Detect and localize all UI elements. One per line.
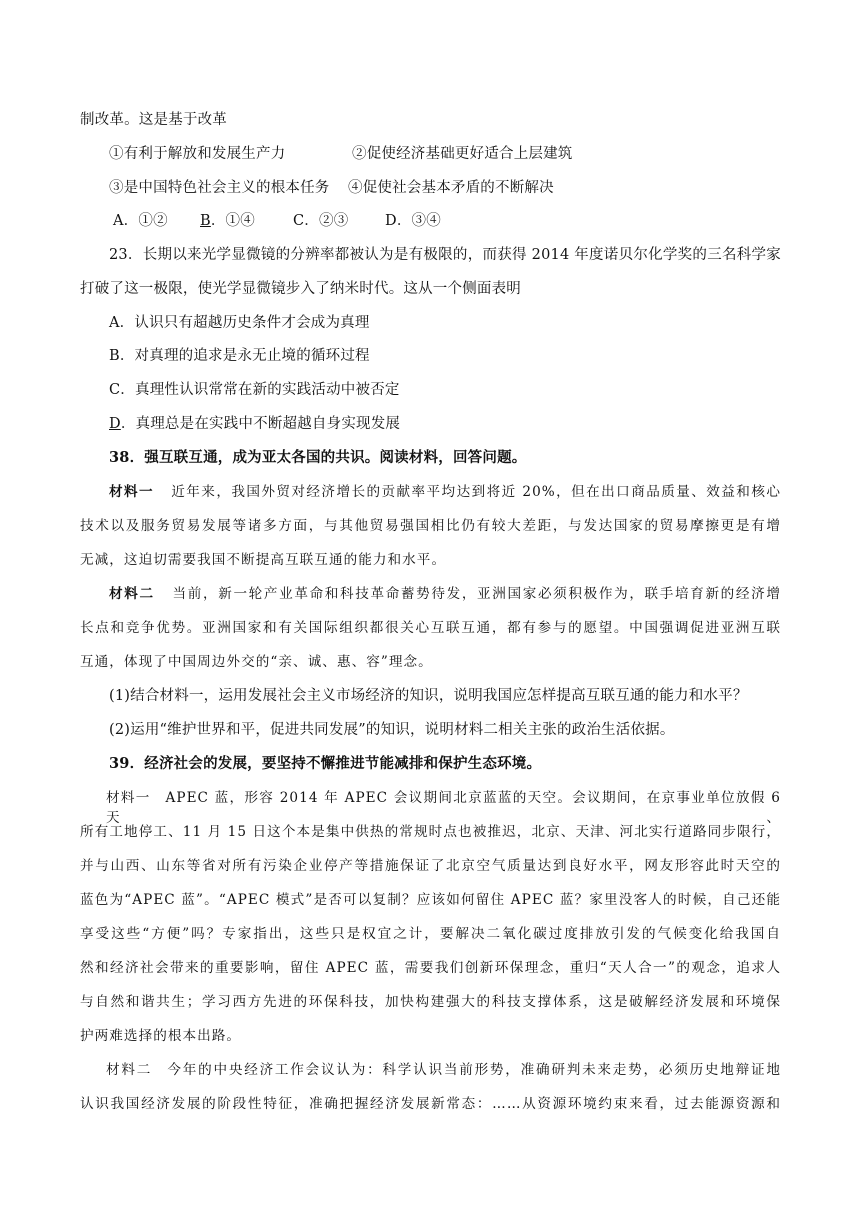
q38-title: 38．强互联互通，成为亚太各国的共识。阅读材料，回答问题。 — [109, 449, 527, 466]
q39-material-1-line-6: 然和经济社会带来的重要影响，留住 APEC 蓝，需要我们创新环保理念，重归“天人合一”的观念，追求人 — [80, 960, 781, 976]
q39-material-1-line-2: 所有工地停工、11 月 15 日这个本是集中供热的常规时点也被推迟，北京、天津、河北实行道路同步限行， — [80, 824, 781, 840]
q38-material-1-label: 材料一 — [109, 484, 155, 500]
q38-subquestion-1: (1)结合材料一，运用发展社会主义市场经济的知识，说明我国应怎样提高互联互通的能力和水平？ — [109, 688, 748, 704]
q22-option-d: D．③④ — [385, 213, 441, 229]
q22-option-b-text: ．①④ — [210, 213, 255, 229]
q23-option-d-letter: D — [109, 416, 121, 432]
q22-item-1: ①有利于解放和发展生产力 — [109, 146, 286, 162]
q39-material-1-line-3: 并与山西、山东等省对所有污染企业停产等措施保证了北京空气质量达到良好水平，网友形容此时天空的 — [80, 858, 781, 874]
q38-material-1-line-3: 无减，这迫切需要我国不断提高互联互通的能力和水平。 — [80, 552, 447, 568]
q23-stem-line-1: 23．长期以来光学显微镜的分辨率都被认为是有极限的，而获得 2014 年度诺贝尔化学奖的三名科学家 — [109, 247, 781, 263]
q39-material-1-line-4: 蓝色为“APEC 蓝”。“APEC 模式”是否可以复制？应该如何留住 APEC 蓝？家里没客人的时候，自己还能 — [80, 892, 781, 908]
q22-item-2: ②促使经济基础更好适合上层建筑 — [352, 146, 573, 162]
q38-material-1-line-1 — [109, 482, 781, 502]
q38-subquestion-2: (2)运用“维护世界和平，促进共同发展”的知识，说明材料二相关主张的政治生活依据。 — [109, 722, 675, 738]
q39-material-2-line-1: 材料二 今年的中央经济工作会议认为：科学认识当前形势，准确研判未来走势，必须历史地辩证地 — [106, 1062, 781, 1078]
q23-option-d — [109, 414, 809, 434]
q39-material-1-line-8: 护两难选择的根本出路。 — [80, 1028, 242, 1044]
q23-option-d-text: ．真理总是在实践中不断超越自身实现发展 — [120, 416, 401, 432]
q39-title: 39．经济社会的发展，要坚持不懈推进节能减排和保护生态环境。 — [109, 755, 542, 772]
q39-material-1-line-5: 享受这些“方便”吗？专家指出，这些只是权宜之计，要解决二氧化碳过度排放引发的气候变化给我国自 — [80, 926, 781, 942]
q23-option-a: A．认识只有超越历史条件才会成为真理 — [109, 315, 370, 331]
q38-material-2-text-1: 当前，新一轮产业革命和科技革命蓄势待发，亚洲国家必须积极作为，联手培育新的经济增 — [172, 586, 781, 602]
q38-material-2-line-3: 互通，体现了中国周边外交的“亲、诚、惠、容”理念。 — [80, 654, 433, 670]
q22-option-a: A．①② — [113, 213, 168, 229]
q22-continuation: 制改革。这是基于改革 — [80, 112, 227, 128]
q22-option-c: C．②③ — [293, 213, 349, 229]
q22-statement-row-1 — [109, 144, 809, 164]
q38-material-2-line-1 — [109, 584, 781, 604]
q23-option-b: B．对真理的追求是永无止境的循环过程 — [109, 348, 370, 364]
q23-option-c: C．真理性认识常常在新的实践活动中被否定 — [109, 382, 400, 398]
q39-material-1-line-1: 材料一 APEC 蓝，形容 2014 年 APEC 会议期间北京蓝蓝的天空。会议期间，在京事业单位放假 6 天、 — [106, 790, 781, 826]
q23-stem-line-2: 打破了这一极限，使光学显微镜步入了纳米时代。这从一个侧面表明 — [80, 281, 521, 297]
q38-material-1-line-2: 技术以及服务贸易发展等诸多方面，与其他贸易强国相比仍有较大差距，与发达国家的贸易摩擦更是有增 — [80, 518, 781, 534]
q22-option-b-letter: B — [200, 213, 211, 229]
q22-options — [113, 211, 813, 231]
q22-option-b — [200, 211, 293, 231]
q38-material-2-line-2: 长点和竞争优势。亚洲国家和有关国际组织都很关心互联互通，都有参与的愿望。中国强调促进亚洲互联 — [80, 620, 781, 636]
q39-material-2-line-2: 认识我国经济发展的阶段性特征，准确把握经济发展新常态：……从资源环境约束来看，过去能源资源和 — [80, 1096, 781, 1112]
q22-statement-row-2 — [109, 178, 809, 198]
q22-item-4: ④促使社会基本矛盾的不断解决 — [348, 180, 554, 196]
q38-material-2-label: 材料二 — [109, 586, 155, 602]
q39-material-1-line-7: 与自然和谐共生；学习西方先进的环保科技，加快构建强大的科技支撑体系，这是破解经济发展和环境保 — [80, 994, 781, 1010]
q22-item-3: ③是中国特色社会主义的根本任务 — [109, 180, 330, 196]
q38-material-1-text-1: 近年来，我国外贸对经济增长的贡献率平均达到将近 20%，但在出口商品质量、效益和核心 — [171, 484, 781, 500]
